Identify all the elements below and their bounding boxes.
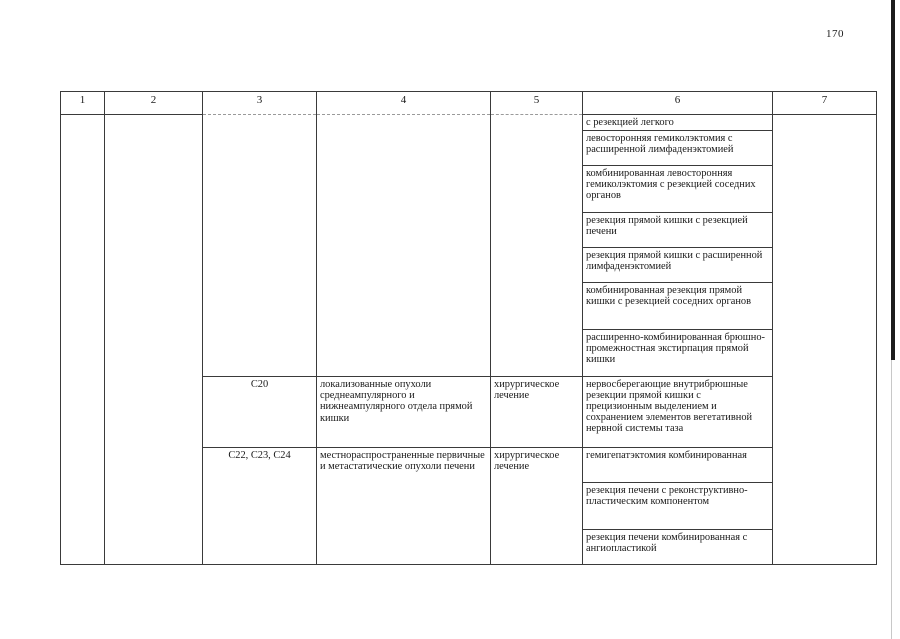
col-header-1: 1 — [61, 92, 105, 115]
col-header-7: 7 — [773, 92, 877, 115]
diagnosis-code: C22, C23, C24 — [203, 448, 317, 565]
col-header-2: 2 — [105, 92, 203, 115]
method-cell: гемигепатэктомия комбинированная — [583, 448, 773, 483]
scan-edge-lower — [891, 360, 892, 639]
col-header-4: 4 — [317, 92, 491, 115]
procedures-table — [60, 91, 877, 565]
col3-cell — [203, 115, 317, 377]
col-header-5: 5 — [491, 92, 583, 115]
col7-cell — [773, 115, 877, 565]
col-header-3: 3 — [203, 92, 317, 115]
diagnosis-description: локализованные опухоли среднеампулярного и нижнеампулярного отдела прямой кишки — [317, 377, 491, 448]
treatment-type: хирургическое лечение — [491, 377, 583, 448]
scan-edge — [891, 0, 895, 360]
treatment-type: хирургическое лечение — [491, 448, 583, 565]
col-header-6: 6 — [583, 92, 773, 115]
method-cell: левосторонняя гемиколэктомия с расширенной лимфаденэктомией — [583, 131, 773, 166]
diagnosis-code: C20 — [203, 377, 317, 448]
table-header-row — [61, 92, 877, 115]
table-row — [61, 115, 877, 131]
method-cell: резекция прямой кишки с резекцией печени — [583, 213, 773, 248]
method-cell: резекция прямой кишки с расширенной лимфаденэктомией — [583, 248, 773, 283]
method-cell: комбинированная резекция прямой кишки с резекцией соседних органов — [583, 283, 773, 330]
method-cell: нервосберегающие внутрибрюшные резекции прямой кишки с прецизионным выделением и сохранением элементов вегетативной нервной системы таза — [583, 377, 773, 448]
col5-cell — [491, 115, 583, 377]
method-cell: расширенно-комбинированная брюшно-промежностная экстирпация прямой кишки — [583, 330, 773, 377]
method-cell: комбинированная левосторонняя гемиколэктомия с резекцией соседних органов — [583, 166, 773, 213]
col1-cell — [61, 115, 105, 565]
col4-cell — [317, 115, 491, 377]
method-cell: резекция печени с реконструктивно-пластическим компонентом — [583, 483, 773, 530]
col2-cell — [105, 115, 203, 565]
diagnosis-description: местнораспространенные первичные и метастатические опухоли печени — [317, 448, 491, 565]
page-number: 170 — [826, 28, 844, 40]
method-cell: резекция печени комбинированная с ангиопластикой — [583, 530, 773, 565]
method-cell: с резекцией легкого — [583, 115, 773, 131]
